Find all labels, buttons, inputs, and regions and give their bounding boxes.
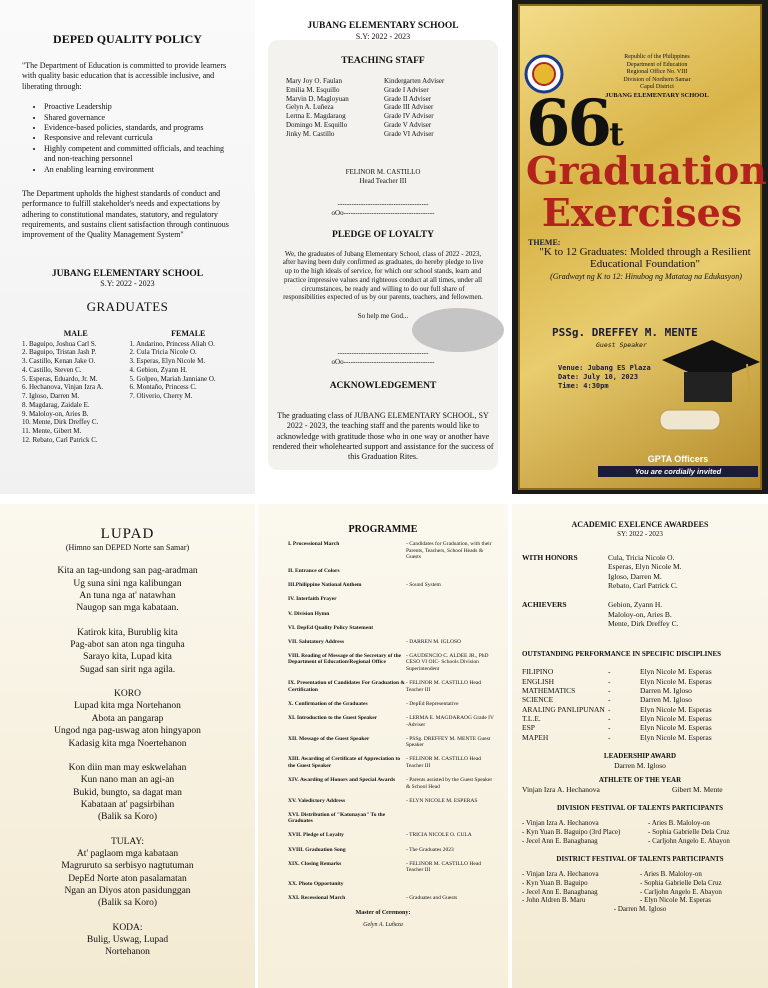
lupad-panel xyxy=(0,504,255,988)
programme-item: XIX. Closing Remarks xyxy=(288,860,342,867)
discipline-subject: T.L.E. xyxy=(522,714,541,723)
speaker-name: PSSg. DREFFEY M. MENTE xyxy=(552,326,698,339)
lyric-line: DepEd Norte aton pasalamatan xyxy=(68,873,187,884)
programme-detail: - DARREN M. IGLOSO xyxy=(406,638,461,645)
header-line: Republic of the Philippines xyxy=(624,54,690,60)
stanza xyxy=(0,565,255,614)
theme-local: (Gradwayt ng K to 12: Hinubog ng Matatag na Edukasyon) xyxy=(550,272,742,281)
lyric-line: Lupad kita mga Nortehanon xyxy=(74,701,181,712)
programme-row xyxy=(288,680,502,693)
venue: Venue: Jubang ES Plaza xyxy=(558,364,651,372)
discipline-name: Elyn Nicole M. Esperas xyxy=(640,732,712,742)
programme-row xyxy=(288,812,502,825)
discipline-subject: FILIPINO xyxy=(522,667,554,677)
programme-detail xyxy=(406,611,496,618)
awards-panel xyxy=(512,504,768,988)
programme-item: XV. Valedictory Address xyxy=(288,797,346,804)
female-column xyxy=(130,329,247,444)
division-title: DIVISION FESTIVAL OF TALENTS PARTICIPANTS xyxy=(556,804,724,813)
discipline-dash: - xyxy=(608,676,611,686)
quality-policy-panel xyxy=(0,0,255,494)
moc-name: Gelyn A. Luñeza xyxy=(363,921,403,928)
stanza xyxy=(0,922,255,959)
discipline-list xyxy=(522,667,768,742)
list-item: 6. Hechanova, Vinjan Izra A. xyxy=(22,383,104,392)
speaker-role: Guest Speaker xyxy=(596,341,647,349)
discipline-dash: - xyxy=(608,685,611,695)
list-item: 3. Esperas, Elyn Nicole M. xyxy=(129,357,206,366)
discipline-name: Darren M. Igloso xyxy=(640,685,692,695)
discipline-row xyxy=(522,667,768,676)
programme-item: VIII. Reading of Message of the Secretary of the Department of Education/Regional Office xyxy=(288,652,402,666)
list-item: - Jecel Ann E. Banagbanag xyxy=(522,887,598,896)
achievers-label: ACHIEVERS xyxy=(522,600,567,610)
discipline-dash: - xyxy=(608,695,611,705)
programme-row xyxy=(288,639,502,646)
separator: oOo--------------------------------------- xyxy=(331,357,435,366)
discipline-name: Elyn Nicole M. Esperas xyxy=(640,667,712,677)
programme-detail: - GAUDENCIO C. ALDEE JR., PhD CESO VI OIC- Schools Division Superintendent xyxy=(406,652,489,673)
staff-school: JUBANG ELEMENTARY SCHOOL xyxy=(307,21,459,31)
lyric-line: (Balik sa Koro) xyxy=(97,812,158,823)
lyric-line: Sugad san sirit nga agila. xyxy=(79,664,176,675)
discipline-subject: MATHEMATICS xyxy=(522,685,576,695)
programme-item: VII. Salutatory Address xyxy=(288,638,344,645)
programme-row xyxy=(288,798,502,805)
head-teacher-name: FELINOR M. CASTILLO xyxy=(345,168,421,177)
discipline-dash: - xyxy=(608,667,611,677)
cover-title-1: Graduation xyxy=(526,148,767,193)
lyric-line: Kun nano man an agi-an xyxy=(80,775,175,786)
number-text: 66 xyxy=(526,86,610,161)
list-item: - John Aldren B. Maru xyxy=(522,896,586,905)
pledge-text: We, the graduates of Jubang Elementary School, class of 2022 - 2023, after having been duly confirmed as graduates, do hereby pledge to live up to the high ideals of service, for which our school stands, learn and practice impressive values and righteous conduct at all times, under all circumstances, be ready and willing to do our full share of responsibilities expected of us by our parents, teachers, and fellowmen. xyxy=(282,249,484,302)
head-teacher-title: Head Teacher III xyxy=(359,177,407,186)
programme-detail xyxy=(406,596,496,603)
stanza xyxy=(0,688,255,750)
list-item: 10. Mente, Dirk Dreffey C. xyxy=(22,418,99,427)
lyric-line: At' paglaom mga kabataan xyxy=(76,848,179,859)
list-item: 7. Oliverio, Cherry M. xyxy=(129,392,193,401)
lyric-line: Sarayo kita, Lupad kita xyxy=(83,652,172,663)
programme-item: II. Entrance of Colors xyxy=(288,568,340,575)
lupad-subtitle: (Himno san DEPED Norte san Samar) xyxy=(65,543,190,552)
female-label: FEMALE xyxy=(171,329,206,339)
programme-row xyxy=(288,861,502,874)
programme-item: XVIII. Graduation Song xyxy=(288,846,346,853)
graduates-sy: S.Y: 2022 - 2023 xyxy=(100,278,155,288)
moc-label: Master of Ceremony: xyxy=(355,909,411,916)
programme-row xyxy=(288,701,502,708)
programme-row xyxy=(288,541,502,561)
programme-item: XX. Photo Opportunity xyxy=(288,881,344,888)
lupad-title: LUPAD xyxy=(100,526,155,542)
programme-item: I. Processional March xyxy=(288,541,340,547)
discipline-name: Elyn Nicole M. Esperas xyxy=(640,676,712,686)
programme-row xyxy=(288,847,502,854)
discipline-name: Darren M. Igloso xyxy=(640,695,692,705)
district-title: DISTRICT FESTIVAL OF TALENTS PARTICIPANTS xyxy=(556,855,724,864)
list-item: 4. Gebion, Zyann H. xyxy=(129,365,188,374)
staff-role: Kindergarten Adviser xyxy=(384,77,445,86)
programme-item: XVI. Distribution of "Katunayan" To the Graduates xyxy=(288,811,386,825)
programme-detail: - TRICIA NICOLE O. CULA xyxy=(406,832,472,839)
cover-panel xyxy=(512,0,768,494)
policy-intro: "The Department of Education is committed to provide learners with quality basic education that is accessible inclusive, and liberating through: xyxy=(22,61,227,91)
lyric-line: KORO xyxy=(114,689,141,700)
policy-title: DEPED QUALITY POLICY xyxy=(53,32,202,46)
stanza xyxy=(0,627,255,676)
district-left xyxy=(522,870,640,905)
lyric-line: Bukid, bungto, sa dagat man xyxy=(73,787,182,798)
staff-name: Lerma E. Magdaraog xyxy=(286,112,346,121)
athlete-row xyxy=(522,785,768,794)
staff-row xyxy=(286,86,500,95)
programme-row xyxy=(288,582,502,589)
list-item: 7. Igloso, Darren M. xyxy=(22,392,80,401)
policy-bullet: • Highly competent and committed officials, and teaching and non-teaching personnel xyxy=(44,144,237,165)
staff-row xyxy=(286,103,500,112)
programme-row xyxy=(288,777,502,790)
graduates-lists xyxy=(22,329,247,444)
programme-item: III.Philippine National Anthem xyxy=(288,582,362,589)
staff-role: Grade I Adviser xyxy=(384,85,429,94)
staff-role: Grade VI Adviser xyxy=(384,129,434,138)
honors-label: WITH HONORS xyxy=(522,552,578,562)
programme-detail: - FELINOR M. CASTILLO Head Teacher III xyxy=(406,756,482,769)
list-item: 2. Cula Tricia Nicole O. xyxy=(129,348,197,357)
lyric-line: Kita an tag-undong san pag-aradman xyxy=(57,566,198,577)
male-label: MALE xyxy=(63,329,88,339)
list-item: Esperas, Elyn Nicole M. xyxy=(608,562,682,572)
list-item: 6. Montaño, Princess C. xyxy=(129,383,197,392)
programme-detail xyxy=(406,881,496,888)
lyric-line: Kadasig kita mga Noertehanon xyxy=(68,738,187,749)
list-item: Gebion, Zyann H. xyxy=(608,600,663,610)
lyric-line: (Balik sa Koro) xyxy=(97,898,158,909)
programme-row xyxy=(288,596,502,603)
list-item: - Elyn Nicole M. Esperas xyxy=(640,896,711,905)
list-item: 5. Esperas, Eduardo, Jr. M. xyxy=(22,374,98,383)
staff-panel xyxy=(258,0,508,494)
athlete-title: ATHLETE OF THE YEAR xyxy=(598,776,682,785)
programme-row xyxy=(288,881,502,888)
programme-detail: - Sound System xyxy=(406,582,441,589)
list-item: - Sophia Gabrielle Dela Cruz xyxy=(648,827,730,836)
programme-item: XI. Introduction to the Guest Speaker xyxy=(288,714,378,721)
date: Date: July 10, 2023 xyxy=(558,373,639,382)
leadership-name: Darren M. Igloso xyxy=(614,760,666,770)
division-left xyxy=(522,819,648,845)
discipline-name: Elyn Nicole M. Esperas xyxy=(640,714,712,723)
list-item: 11. Mente, Gibert M. xyxy=(22,427,82,436)
header-line: Department of Education xyxy=(626,61,688,68)
programme-item: XII. Message of the Guest Speaker xyxy=(288,735,370,742)
lyric-line: Magruruto sa serbisyo nagtutuman xyxy=(61,861,194,872)
discipline-dash: - xyxy=(608,704,611,714)
discipline-name: Elyn Nicole M. Esperas xyxy=(640,723,712,733)
stanza xyxy=(0,836,255,910)
specific-title: OUTSTANDING PERFORMANCE IN SPECIFIC DISCIPLINES xyxy=(522,650,722,659)
lyric-line: Nortehanon xyxy=(105,947,150,958)
programme-detail: - Parents assisted by the Guest Speaker & School Head xyxy=(406,776,493,790)
list-item: Rebato, Carl Patrick C. xyxy=(608,580,678,590)
discipline-row xyxy=(522,733,768,742)
list-item: 1. Baguipo, Joshua Carl S. xyxy=(22,339,97,348)
discipline-subject: SCIENCE xyxy=(522,695,554,705)
list-item: 9. Maloloy-on, Aries B. xyxy=(22,409,89,418)
header-line: Regional Office No. VIII xyxy=(626,69,688,75)
list-item: - Jecel Ann E. Banagbanag xyxy=(522,836,598,845)
policy-bullet: • Evidence-based policies, standards, and programs xyxy=(44,123,237,133)
graduates-school: JUBANG ELEMENTARY SCHOOL xyxy=(51,268,204,279)
staff-role: Grade III Adviser xyxy=(384,103,434,112)
district-last: - Darren M. Igloso xyxy=(613,905,667,914)
programme-item: X. Confirmation of the Graduates xyxy=(288,700,368,707)
female-list xyxy=(130,340,247,401)
division-right xyxy=(648,819,730,845)
pledge-closing: So help me God... xyxy=(357,312,409,321)
lyric-line: Kabataan at' pagsirbihan xyxy=(80,799,175,810)
list-item: - Carljohn Angelo E. Abayon xyxy=(648,836,730,845)
staff-row xyxy=(286,121,500,130)
lupad-lyrics xyxy=(0,565,255,958)
honors-list xyxy=(608,553,682,591)
programme-list xyxy=(288,541,502,902)
staff-name: Mary Joy O. Faulan xyxy=(286,77,342,86)
division-lists xyxy=(522,819,768,845)
programme-row xyxy=(288,756,502,769)
lyric-line: Ngan an Diyos aton pasidunggan xyxy=(64,885,191,896)
programme-row xyxy=(288,715,502,728)
programme-detail xyxy=(406,812,496,825)
separator: --------------------------------------- xyxy=(337,199,429,208)
district-right xyxy=(640,870,722,905)
list-item: 2. Baguipo, Tristan Jash P. xyxy=(22,348,97,357)
programme-item: VI. DepEd Quality Policy Statement xyxy=(288,624,374,631)
programme-row xyxy=(288,736,502,749)
staff-name: Gelyn A. Luñeza xyxy=(286,103,334,112)
discipline-row xyxy=(522,723,768,732)
separator: --------------------------------------- xyxy=(337,348,429,357)
lyric-line: Ug suna sini nga kalibungan xyxy=(73,578,182,589)
policy-closing: The Department upholds the highest standards of conduct and performance to fulfill stakeholder's needs and expectations by adhering to constitutional mandates, statutory, and regulatory requirements, and sustains client satisfaction through continuous improvement of the Quality Management System" xyxy=(22,188,229,240)
staff-role: Grade IV Adviser xyxy=(384,112,434,121)
list-item: 5. Golpeo, Mariah Janniane O. xyxy=(129,374,216,383)
graduates-title: GRADUATES xyxy=(86,299,169,315)
list-item: - Sophia Gabrielle Dela Cruz xyxy=(640,878,722,887)
staff-row xyxy=(286,130,500,139)
male-column xyxy=(22,329,130,444)
programme-item: XIV. Awarding of Honors and Special Awards xyxy=(288,776,396,783)
programme-row xyxy=(288,625,502,632)
leadership-title: LEADERSHIP AWARD xyxy=(603,752,677,761)
invite-banner: You are cordially invited xyxy=(598,466,758,477)
policy-bullet: • An enabling learning environment xyxy=(44,165,237,175)
list-item: Maloloy-on, Aries B. xyxy=(608,609,672,619)
lyric-line: TULAY: xyxy=(110,836,145,847)
separator: oOo--------------------------------------- xyxy=(331,208,435,217)
programme-item: IX. Presentation of Candidates For Graduation & Certification xyxy=(288,680,405,693)
number-suffix: t xyxy=(609,115,624,153)
policy-bullet: • Shared governance xyxy=(44,113,237,123)
list-item: Mente, Dirk Dreffey C. xyxy=(608,619,679,628)
discipline-dash: - xyxy=(608,732,611,742)
programme-row xyxy=(288,832,502,839)
list-item: - Vinjan Izra A. Hechanova xyxy=(522,870,599,879)
programme-item: IV. Interfaith Prayer xyxy=(288,596,337,603)
discipline-row xyxy=(522,705,768,714)
lyric-line: Naugop san mga kabataan. xyxy=(76,603,179,614)
lyric-line: Bulig, Uswag, Lupad xyxy=(86,934,169,945)
programme-detail: - Candidates for Graduation, with their Parents, Teachers, School Heads & Guests xyxy=(406,541,492,561)
discipline-subject: ESP xyxy=(522,723,535,733)
programme-detail: - ELYN NICOLE M. ESPERAS xyxy=(406,797,478,804)
staff-row xyxy=(286,77,500,86)
lyric-line: KODA: xyxy=(112,922,143,933)
list-item: 1. Andarino, Princess Aliah O. xyxy=(129,339,215,348)
programme-detail: - FELINOR M. CASTILLO Head Teacher III xyxy=(406,860,482,874)
policy-bullet: • Proactive Leadership xyxy=(44,102,237,112)
list-item: Cula, Tricia Nicole O. xyxy=(608,552,675,562)
discipline-row xyxy=(522,677,768,686)
list-item: 12. Rebato, Carl Patrick C. xyxy=(22,435,98,444)
list-item: - Carljohn Angelo E. Abayon xyxy=(640,887,722,896)
district-lists xyxy=(522,870,768,905)
athlete-male: Gibert M. Mente xyxy=(672,785,723,794)
programme-item: V. Division Hymn xyxy=(288,610,330,617)
list-item: - Aries B. Maloloy-on xyxy=(640,870,702,879)
programme-row xyxy=(288,895,502,902)
programme-detail: - The Graduates 2023 xyxy=(406,846,454,853)
policy-bullets xyxy=(28,102,237,175)
staff-name: Jinky M. Castillo xyxy=(286,129,335,138)
lyric-line: Pag-abot san aton nga tinguha xyxy=(70,640,185,651)
staff-row xyxy=(286,112,500,121)
gpta-label: GPTA Officers xyxy=(647,454,709,464)
discipline-dash: - xyxy=(608,723,611,733)
awards-sy: SY: 2022 - 2023 xyxy=(617,530,663,538)
staff-title: TEACHING STAFF xyxy=(341,55,425,66)
staff-name: Domingo M. Esquillo xyxy=(286,120,348,129)
staff-row xyxy=(286,95,500,104)
pledge-title: PLEDGE OF LOYALTY xyxy=(332,230,434,241)
staff-role: Grade II Adviser xyxy=(384,94,432,103)
programme-row xyxy=(288,653,502,673)
programme-detail: - Graduates and Guests xyxy=(406,895,458,902)
programme-panel xyxy=(258,504,508,988)
theme-label: THEME: xyxy=(528,238,561,247)
staff-sy: S.Y: 2022 - 2023 xyxy=(355,32,411,42)
policy-bullet: • Responsive and relevant curricula xyxy=(44,133,237,143)
discipline-subject: ARALING PANLIPUNAN xyxy=(522,704,605,714)
programme-row xyxy=(288,611,502,618)
cover-school: JUBANG ELEMENTARY SCHOOL xyxy=(605,91,709,99)
list-item: - Kyn Yuan B. Baguipo xyxy=(522,878,588,887)
honors-section xyxy=(522,553,768,591)
cover-title-2: Exercises xyxy=(541,190,743,235)
athlete-female: Vinjan Izra A. Hechanova xyxy=(522,785,600,794)
programme-detail xyxy=(406,568,496,575)
ack-text: The graduating class of JUBANG ELEMENTARY SCHOOL, SY 2022 - 2023, the teaching staff and the parents would like to acknowledge with gratitude those who in one way or another have rendered their wholehearted support and assistance for the success of this Graduation Rites. xyxy=(272,410,494,462)
list-item: - Aries B. Maloloy-on xyxy=(648,819,710,828)
list-item: Igloso, Darren M. xyxy=(608,571,662,581)
staff-list xyxy=(286,77,500,138)
programme-item: XIII. Awarding of Certificate of Appreciation to the Guest Speaker xyxy=(288,756,401,769)
programme-item: XXI. Recessional March xyxy=(288,895,346,902)
discipline-row xyxy=(522,695,768,704)
header-line: Capul District xyxy=(640,84,674,90)
ack-title: ACKNOWLEDGEMENT xyxy=(329,381,437,392)
awards-title: ACADEMIC EXELENCE AWARDEES xyxy=(571,520,709,529)
header-line: Division of Northern Samar xyxy=(623,76,691,83)
list-item: - Vinjan Izra A. Hechanova xyxy=(522,819,599,828)
list-item: - Kyn Yuan B. Baguipo (3rd Place) xyxy=(522,827,621,836)
staff-name: Emilia M. Esquillo xyxy=(286,85,340,94)
discipline-subject: ENGLISH xyxy=(522,676,555,686)
programme-row xyxy=(288,568,502,575)
lyric-line: Kon diin man may eskwelahan xyxy=(68,762,187,773)
lyric-line: Katirok kita, Burublig kita xyxy=(77,627,178,638)
programme-detail xyxy=(406,625,496,632)
anniversary-number xyxy=(526,86,624,161)
list-item: 4. Castillo, Steven C. xyxy=(22,365,82,374)
programme-detail: - PSSg. DREFFEY M. MENTE Guest Speaker xyxy=(406,735,491,749)
programme-detail: - FELINOR M. CASTILLO Head Teacher III xyxy=(406,680,482,693)
achievers-section xyxy=(522,600,768,628)
discipline-row xyxy=(522,714,768,723)
discipline-dash: - xyxy=(608,714,611,723)
event-details xyxy=(558,364,651,391)
discipline-row xyxy=(522,686,768,695)
staff-name: Marvin D. Magloyuan xyxy=(286,94,349,103)
achievers-list xyxy=(608,600,678,628)
lyric-line: An tuna nga at' natawhan xyxy=(79,591,176,602)
programme-title: PROGRAMME xyxy=(348,524,418,535)
discipline-subject: MAPEH xyxy=(522,732,549,742)
list-item: 8. Magdarag, Zaidale E. xyxy=(22,400,90,409)
male-list xyxy=(22,340,130,445)
programme-detail: - LERMA E. MAGDARAOG Grade IV -Adviser xyxy=(406,714,494,728)
theme-text: "K to 12 Graduates: Molded through a Resilient Educational Foundation" xyxy=(539,246,751,271)
programme-detail: - DepEd Representative xyxy=(406,700,459,707)
lyric-line: Ungod nga pag-uswag aton hingyapon xyxy=(54,726,201,737)
stanza xyxy=(0,762,255,824)
programme-item: XVII. Pledge of Loyalty xyxy=(288,832,344,839)
staff-role: Grade V Adviser xyxy=(384,120,432,129)
time: Time: 4:30pm xyxy=(558,382,609,391)
discipline-name: Elyn Nicole M. Esperas xyxy=(640,704,712,714)
lyric-line: Abota an pangarap xyxy=(91,713,164,724)
list-item: 3. Castillo, Kenan Jake O. xyxy=(22,357,96,366)
